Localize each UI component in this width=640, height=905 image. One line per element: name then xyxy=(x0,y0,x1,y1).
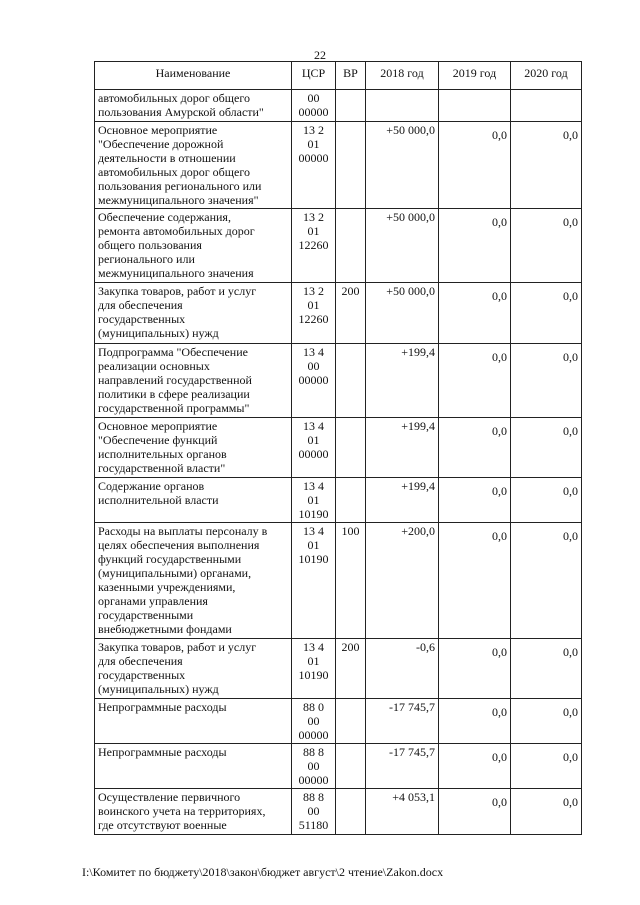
cell-2020: 0,0 xyxy=(511,639,582,699)
cell-2018: +4 053,1 xyxy=(366,789,439,835)
cell-2020: 0,0 xyxy=(511,789,582,835)
header-2019: 2019 год xyxy=(439,62,511,90)
cell-csr: 13 2 01 12260 xyxy=(292,209,336,283)
cell-name: автомобильных дорог общего пользования Амурской области" xyxy=(95,90,292,122)
cell-2020: 0,0 xyxy=(511,418,582,478)
table-row xyxy=(95,744,582,789)
cell-vr xyxy=(336,699,366,744)
cell-2020: 0,0 xyxy=(511,478,582,523)
header-csr: ЦСР xyxy=(292,62,336,90)
cell-vr xyxy=(336,122,366,209)
cell-2020: 0,0 xyxy=(511,744,582,789)
cell-vr xyxy=(336,789,366,835)
cell-vr xyxy=(336,344,366,418)
cell-csr: 13 2 01 00000 xyxy=(292,122,336,209)
cell-2018: +50 000,0 xyxy=(366,209,439,283)
budget-table xyxy=(94,61,582,835)
table-row xyxy=(95,283,582,344)
cell-name: Основное мероприятие "Обеспечение функций исполнительных органов государственной власти" xyxy=(95,418,292,478)
cell-2018: +199,4 xyxy=(366,478,439,523)
cell-2019: 0,0 xyxy=(439,209,511,283)
page-number: 22 xyxy=(314,48,326,62)
cell-vr xyxy=(336,744,366,789)
cell-name: Закупка товаров, работ и услуг для обеспечения государственных (муниципальных) нужд xyxy=(95,639,292,699)
cell-2019: 0,0 xyxy=(439,344,511,418)
cell-2018: -17 745,7 xyxy=(366,744,439,789)
table-row xyxy=(95,789,582,835)
cell-2020: 0,0 xyxy=(511,523,582,639)
cell-csr: 88 0 00 00000 xyxy=(292,699,336,744)
cell-2019: 0,0 xyxy=(439,789,511,835)
header-2020: 2020 год xyxy=(511,62,582,90)
cell-2020 xyxy=(511,90,582,122)
cell-name: Расходы на выплаты персоналу в целях обеспечения выполнения функций государственными (муниципальными) органами, казенными учреждениями, органами управления государственными внебюджетными фондами xyxy=(95,523,292,639)
cell-2019: 0,0 xyxy=(439,122,511,209)
cell-csr: 88 8 00 51180 xyxy=(292,789,336,835)
table-row xyxy=(95,418,582,478)
cell-csr: 13 4 01 10190 xyxy=(292,523,336,639)
cell-2019: 0,0 xyxy=(439,744,511,789)
cell-csr: 13 4 01 00000 xyxy=(292,418,336,478)
table-row xyxy=(95,90,582,122)
cell-2018: +199,4 xyxy=(366,418,439,478)
cell-csr: 13 2 01 12260 xyxy=(292,283,336,344)
cell-2020: 0,0 xyxy=(511,122,582,209)
cell-name: Осуществление первичного воинского учета на территориях, где отсутствуют военные xyxy=(95,789,292,835)
cell-vr xyxy=(336,90,366,122)
cell-name: Обеспечение содержания, ремонта автомобильных дорог общего пользования регионального или межмуниципального значения xyxy=(95,209,292,283)
table-row xyxy=(95,122,582,209)
cell-vr: 100 xyxy=(336,523,366,639)
cell-2018: +50 000,0 xyxy=(366,122,439,209)
cell-csr: 13 4 00 00000 xyxy=(292,344,336,418)
cell-2019: 0,0 xyxy=(439,639,511,699)
cell-vr: 200 xyxy=(336,639,366,699)
cell-2018: +50 000,0 xyxy=(366,283,439,344)
cell-csr: 13 4 01 10190 xyxy=(292,478,336,523)
cell-2019: 0,0 xyxy=(439,418,511,478)
footer-file-path: I:\Комитет по бюджету\2018\закон\бюджет август\2 чтение\Zakon.docx xyxy=(82,865,444,879)
cell-name: Непрограммные расходы xyxy=(95,744,292,789)
cell-vr xyxy=(336,478,366,523)
cell-csr: 13 4 01 10190 xyxy=(292,639,336,699)
cell-vr xyxy=(336,418,366,478)
table-header-row xyxy=(95,62,582,90)
cell-name: Содержание органов исполнительной власти xyxy=(95,478,292,523)
cell-vr: 200 xyxy=(336,283,366,344)
cell-2019: 0,0 xyxy=(439,699,511,744)
cell-2018: -0,6 xyxy=(366,639,439,699)
cell-2019 xyxy=(439,90,511,122)
header-name: Наименование xyxy=(95,62,292,90)
table-row xyxy=(95,639,582,699)
cell-2018: +199,4 xyxy=(366,344,439,418)
cell-2018: +200,0 xyxy=(366,523,439,639)
table-row xyxy=(95,523,582,639)
cell-2018 xyxy=(366,90,439,122)
header-2018: 2018 год xyxy=(366,62,439,90)
cell-name: Основное мероприятие "Обеспечение дорожной деятельности в отношении автомобильных дорог общего пользования регионального или межмуниципального значения" xyxy=(95,122,292,209)
cell-csr: 00 00000 xyxy=(292,90,336,122)
cell-2020: 0,0 xyxy=(511,283,582,344)
table-row xyxy=(95,344,582,418)
cell-vr xyxy=(336,209,366,283)
cell-2020: 0,0 xyxy=(511,209,582,283)
cell-2019: 0,0 xyxy=(439,523,511,639)
cell-2018: -17 745,7 xyxy=(366,699,439,744)
header-vr: ВР xyxy=(336,62,366,90)
cell-name: Подпрограмма "Обеспечение реализации основных направлений государственной политики в сфере реализации государственной программы" xyxy=(95,344,292,418)
cell-name: Закупка товаров, работ и услуг для обеспечения государственных (муниципальных) нужд xyxy=(95,283,292,344)
cell-2019: 0,0 xyxy=(439,283,511,344)
table-row xyxy=(95,209,582,283)
table-row xyxy=(95,478,582,523)
table-body xyxy=(95,90,582,835)
cell-2020: 0,0 xyxy=(511,699,582,744)
cell-2020: 0,0 xyxy=(511,344,582,418)
cell-csr: 88 8 00 00000 xyxy=(292,744,336,789)
cell-2019: 0,0 xyxy=(439,478,511,523)
cell-name: Непрограммные расходы xyxy=(95,699,292,744)
table-row xyxy=(95,699,582,744)
